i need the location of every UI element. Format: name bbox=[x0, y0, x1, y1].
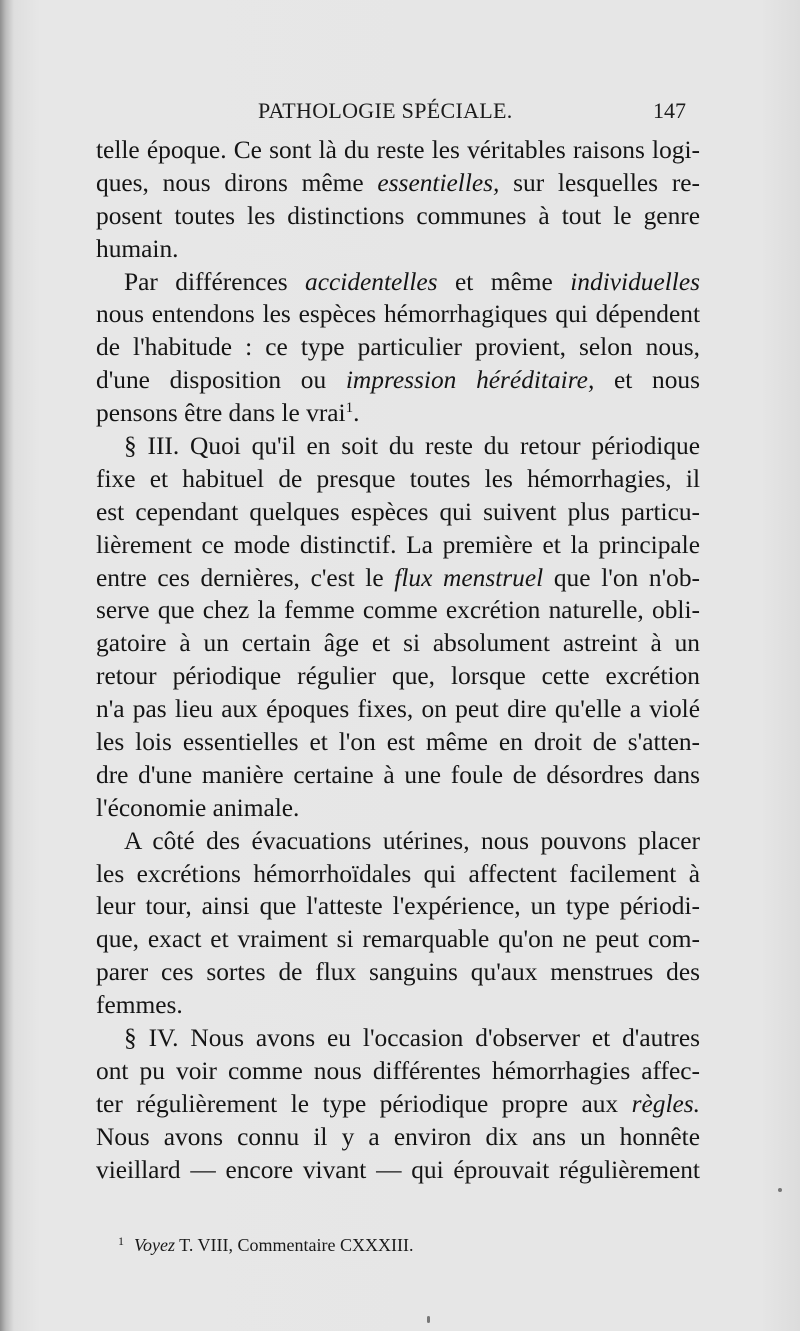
text-line: ques, nous dirons même essentielles, sur lesquelles re- bbox=[96, 168, 700, 197]
text-line: parer ces sortes de flux sanguins qu'aux menstrues des bbox=[96, 958, 700, 987]
text-line: lièrement ce mode distinctif. La première et la principale bbox=[96, 530, 700, 559]
page-number: 147 bbox=[653, 98, 686, 123]
text-line: n'a pas lieu aux époques fixes, on peut dire qu'elle a violé bbox=[96, 695, 700, 724]
text-line: § IV. Nous avons eu l'occasion d'observer et d'autres bbox=[124, 1024, 700, 1053]
text-line: telle époque. Ce sont là du reste les véritables raisons logi- bbox=[96, 136, 700, 164]
text-line: les lois essentielles et l'on est même en droit de s'atten- bbox=[96, 728, 700, 757]
footnote-reference-text: T. VIII, Commentaire CXXXIII. bbox=[179, 1235, 414, 1255]
text-line: entre ces dernières, c'est le flux menstruel que l'on n'ob- bbox=[96, 563, 701, 592]
text-line: ter régulièrement le type périodique propre aux règles. bbox=[96, 1089, 700, 1118]
text-line: femmes. bbox=[96, 991, 183, 1020]
emphasis: flux menstruel bbox=[394, 563, 544, 592]
text-line: ont pu voir comme nous différentes hémorrhagies affec- bbox=[96, 1056, 700, 1085]
running-head bbox=[96, 98, 686, 134]
text-line: Nous avons connu il y a environ dix ans un honnête bbox=[96, 1122, 700, 1151]
footnote-voyez: Voyez bbox=[134, 1235, 175, 1255]
emphasis: individuelles bbox=[570, 267, 700, 296]
text-line: de l'habitude : ce type particulier provient, selon nous, bbox=[96, 333, 700, 362]
text-line: gatoire à un certain âge et si absolument astreint à un bbox=[96, 629, 700, 658]
text-line: les excrétions hémorrhoïdales qui affectent facilement à bbox=[96, 859, 700, 888]
text-line: pensons être dans le vrai$^1$. bbox=[96, 399, 360, 428]
text-line: d'une disposition ou impression héréditaire, et nous bbox=[96, 366, 700, 395]
scan-speck bbox=[427, 1316, 430, 1323]
text-line: nous entendons les espèces hémorrhagiques qui dépendent bbox=[96, 300, 700, 329]
text-line: dre d'une manière certaine à une foule de désordres dans bbox=[96, 760, 700, 789]
text-line: l'économie animale. bbox=[96, 793, 300, 822]
text-line: que, exact et vraiment si remarquable qu'on ne peut com- bbox=[96, 925, 700, 954]
text-line: Par différences accidentelles et même individuelles bbox=[124, 267, 700, 296]
text-line: leur tour, ainsi que l'atteste l'expérience, un type périodi- bbox=[96, 892, 700, 921]
scan-speck bbox=[778, 1188, 782, 1192]
footnote-mark: 1 bbox=[118, 1234, 124, 1248]
running-title: PATHOLOGIE SPÉCIALE. bbox=[258, 98, 513, 123]
page-body bbox=[96, 134, 700, 1187]
text-line: fixe et habituel de presque toutes les hémorrhagies, il bbox=[96, 464, 700, 493]
text-line: est cependant quelques espèces qui suivent plus particu- bbox=[96, 497, 700, 526]
footnote-reference: 1 bbox=[345, 400, 354, 417]
footnote bbox=[118, 1234, 678, 1256]
text-line: retour périodique régulier que, lorsque cette excrétion bbox=[96, 662, 700, 691]
text-line: serve que chez la femme comme excrétion naturelle, obli- bbox=[96, 596, 700, 625]
text-line: § III. Quoi qu'il en soit du reste du retour périodique bbox=[124, 432, 700, 461]
emphasis: impression héréditaire, bbox=[345, 366, 595, 395]
text-line: vieillard — encore vivant — qui éprouvait régulièrement bbox=[96, 1155, 700, 1184]
text-line: posent toutes les distinctions communes à tout le genre bbox=[96, 201, 700, 230]
text-line: A côté des évacuations utérines, nous pouvons placer bbox=[124, 826, 700, 855]
emphasis: accidentelles bbox=[305, 267, 438, 296]
text-line: humain. bbox=[96, 234, 179, 263]
emphasis: essentielles, bbox=[377, 168, 500, 197]
emphasis: règles. bbox=[631, 1089, 700, 1118]
